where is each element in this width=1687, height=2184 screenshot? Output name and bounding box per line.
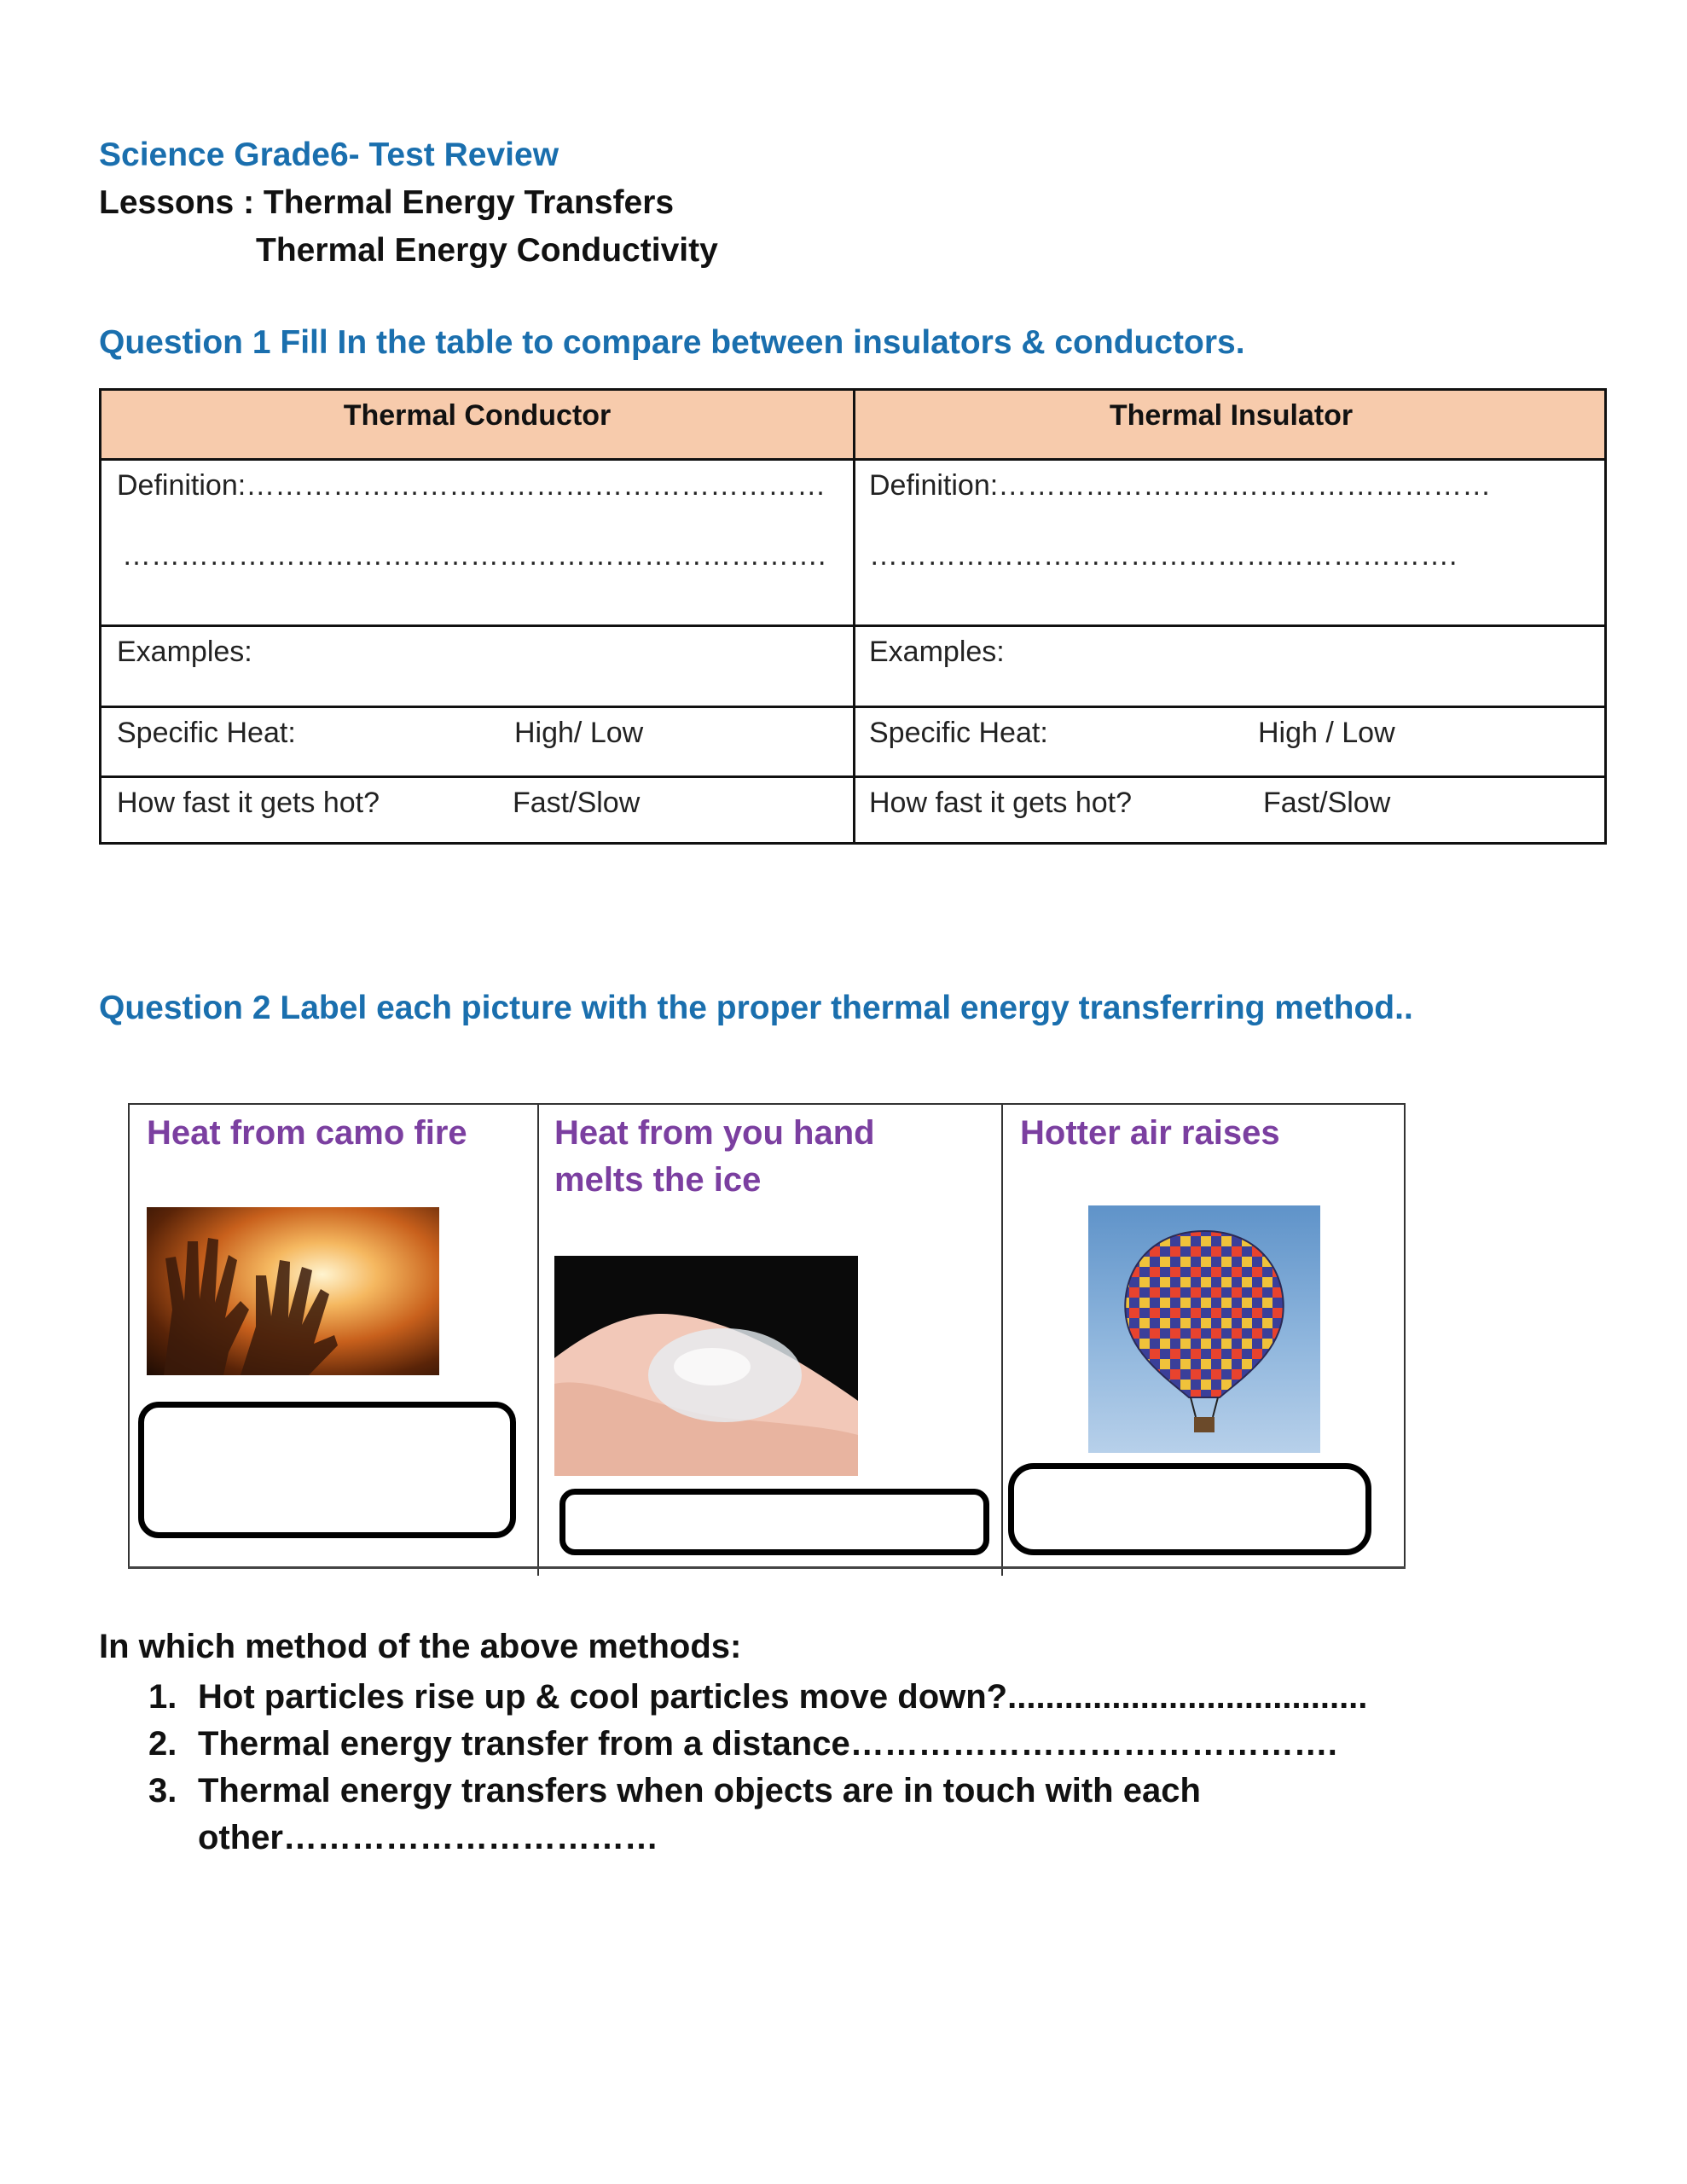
conductor-definition-line: ……………………………………………………………….: [122, 539, 826, 572]
insulator-specific-heat-label: Specific Heat:: [869, 717, 1048, 749]
how-fast-row: [101, 778, 1604, 845]
conductor-specific-heat-options[interactable]: High/ Low: [514, 717, 644, 749]
picture-2-caption-line-1: Heat from you hand: [554, 1114, 875, 1152]
conductor-specific-heat-label: Specific Heat:: [117, 717, 296, 749]
insulator-specific-heat-cell: [855, 708, 1607, 775]
list-item-number: 2.: [148, 1725, 177, 1763]
picture-panel-bottom-border: [128, 1566, 1406, 1569]
hot-air-balloon-icon: [1088, 1205, 1320, 1453]
insulator-definition-cell[interactable]: [855, 461, 1607, 624]
answer-box-2[interactable]: [559, 1489, 989, 1555]
question-1-prompt: Question 1 Fill In the table to compare between insulators & conductors.: [99, 324, 1245, 361]
insulator-how-fast-cell: [855, 778, 1607, 845]
conductor-definition-cell[interactable]: [101, 461, 855, 624]
list-item[interactable]: [148, 1721, 1367, 1768]
list-item-text-continued: other……………………………: [198, 1819, 658, 1856]
conductor-examples-cell[interactable]: [101, 627, 855, 706]
comparison-table: [99, 388, 1607, 845]
conductor-definition-label: Definition:……………………………………………………: [117, 469, 826, 502]
question-3-list: [148, 1674, 1367, 1862]
conductor-examples-label: Examples:: [117, 636, 252, 668]
list-item-text: Thermal energy transfers when objects are in touch with each: [198, 1772, 1201, 1809]
answer-box-3[interactable]: [1008, 1463, 1371, 1555]
list-item[interactable]: [148, 1768, 1367, 1862]
lesson-2: Thermal Energy Conductivity: [256, 232, 718, 269]
list-item-text: Thermal energy transfer from a distance…………………………………….: [198, 1725, 1337, 1763]
picture-panel: [128, 1103, 1406, 1568]
hand-with-ice-icon: [554, 1256, 858, 1476]
list-item-number: 1.: [148, 1678, 177, 1716]
lessons-label: Lessons : Thermal Energy Transfers: [99, 184, 675, 221]
picture-1-caption: Heat from camo fire: [147, 1114, 467, 1152]
conductor-how-fast-cell: [101, 778, 855, 845]
list-item-text: Hot particles rise up & cool particles move down?......................................: [198, 1678, 1368, 1716]
header-thermal-insulator: Thermal Insulator: [1109, 399, 1354, 432]
picture-3-caption: Hotter air raises: [1020, 1114, 1280, 1152]
page-title: Science Grade6- Test Review: [99, 136, 559, 173]
answer-box-1[interactable]: [138, 1402, 516, 1538]
question-2-prompt: Question 2 Label each picture with the proper thermal energy transferring method..: [99, 990, 1413, 1026]
ice-melting-in-hand-photo: [554, 1256, 858, 1476]
panel-divider: [1001, 1105, 1003, 1576]
hands-silhouette-icon: [147, 1207, 439, 1375]
table-header-row: [101, 391, 1604, 461]
conductor-how-fast-label: How fast it gets hot?: [117, 787, 380, 819]
insulator-how-fast-options[interactable]: Fast/Slow: [1263, 787, 1391, 819]
conductor-how-fast-options[interactable]: Fast/Slow: [513, 787, 641, 819]
insulator-specific-heat-options[interactable]: High / Low: [1258, 717, 1395, 749]
picture-2-caption-line-2: melts the ice: [554, 1161, 762, 1199]
insulator-definition-label: Definition:……………………………………………: [869, 469, 1492, 502]
header-thermal-conductor: Thermal Conductor: [101, 391, 855, 458]
conductor-specific-heat-cell: [101, 708, 855, 775]
hands-near-fire-photo: [147, 1207, 439, 1375]
panel-divider: [537, 1105, 539, 1576]
insulator-examples-cell[interactable]: [855, 627, 1607, 706]
hot-air-balloon-photo: [1088, 1205, 1320, 1453]
list-item-number: 3.: [148, 1772, 177, 1809]
question-3-heading: In which method of the above methods:: [99, 1628, 742, 1665]
insulator-how-fast-label: How fast it gets hot?: [869, 787, 1133, 819]
examples-row: [101, 627, 1604, 708]
insulator-examples-label: Examples:: [869, 636, 1005, 668]
definition-row: [101, 461, 1604, 627]
list-item[interactable]: [148, 1674, 1367, 1721]
specific-heat-row: [101, 708, 1604, 778]
insulator-definition-line: …………………………………………………….: [869, 539, 1458, 572]
